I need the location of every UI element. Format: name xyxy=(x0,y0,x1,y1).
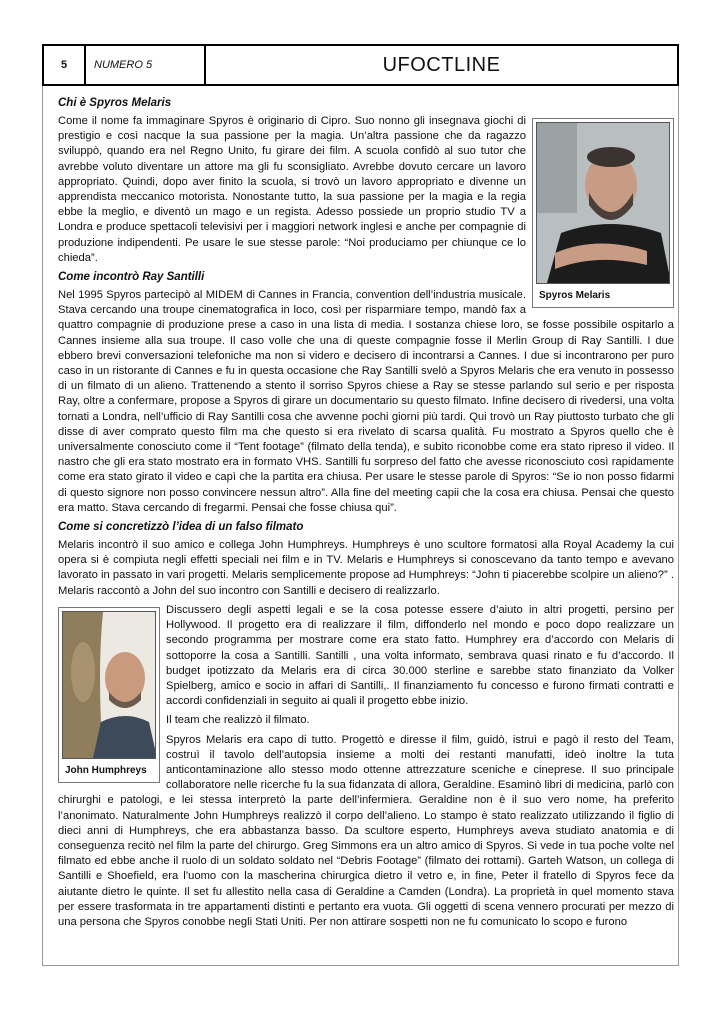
issue-number: NUMERO 5 xyxy=(86,46,206,84)
section-heading-fake-film: Come si concretizzò l’idea di un falso filmato xyxy=(58,521,304,534)
paragraph-team-intro: Il team che realizzò il filmato. xyxy=(166,714,310,727)
paragraph-legal-aspects: Discussero degli aspetti legali e se la cosa potesse essere d’aiuto in altri progetti, persino per Hollywood. Il progetto era di realizzare il film, diffonderlo nel mondo e poco dopo realizzare un secondo programma per mostrare come era stato fatto. Humphrey era d’accordo con Melaris di sottoporre la cosa a Santilli. Santilli , una volta informato, sembrava quasi rinato e fu d’accordo. Il budget ipotizzato da Melaris era di circa 30.000 sterline e sarebbe stato finanziato da Volker Spielberg, amico e socio in affari di Santilli,. Il finanziamento fu concesso e furono firmati contratti e accordi confidenziali in seguito ai quali il progetto ebbe inizio. xyxy=(166,603,674,708)
portrait-image xyxy=(536,122,670,284)
publication-title: UFOCTLINE xyxy=(382,53,501,76)
portrait-image xyxy=(62,611,156,759)
article-body xyxy=(58,94,674,934)
paragraph-santilli-meeting: Nel 1995 Spyros partecipò al MIDEM di Cannes in Francia, convention dell’industria musicale. Stava cercando una troupe cinematografica in loco, così per risparmiare tempo, mandò fax a quattro compagnie di produzione prese a caso in una lista di media. I sostanza chiese loro, se fosse possibile ospitarlo a Cannes insieme alla sua troupe. Il caso volle che una di queste compagnie fosse il Merlin Group di Ray Santilli. I due ebbero brevi conversazioni telefoniche ma non si videro e decisero di incontrarsi a Cannes. I due si incontrarono per puro caso in un ristorante di Cannes e fu in questa occasione che Ray Santilli svelò a Spyros Melaris che era venuto in possesso di un filmato di un alieno. Trattenendo a stento il sorriso Spyros chiese a Ray se stesse parlando sul serio e per risposta Ray, oltre a confermare, propose a Spyros di girare un documentario su questo filmato. Infine decisero di rivedersi, una volta tornati a Londra, nell’ufficio di Ray Santilli cosa che avvenne pochi giorni più tardi. Qui trovò un Ray piuttosto turbato che gli disse di aver comprato questo film ma che questo si era rivelato di scarsa qualità. Fu mostrato a Spyros quello che è universalmente conosciuto come il “Tent footage” (filmato della tenda), e subito riconobbe come era stato ripreso il video. Il nastro che gli era stato mostrato era in formato VHS. Santilli fu sorpreso del fatto che avesse riconosciuto così rapidamente come era stato girato il video e capì che la partita era chiusa. Per usare le stesse parole di Spyros: “Se io non posso fidarmi di questo signore non posso convincere nessun altro”. Alla fine del meeting capii che la cosa era chiusa. Pensai che questo era matto. Stava cercando di fregarmi. Pensai che fosse chiusa qui”. xyxy=(58,289,674,514)
paragraph-team-details: Spyros Melaris era capo di tutto. Progettò e diresse il film, guidò, istruì e pagò il resto del Team, costruì il tavolo dell’autopsia insieme a molti dei restanti manufatti, ideò inoltre la tuta anticontaminazione allo stesso modo ottenne attrezzature sceniche e cineprese. Il suo principale collaboratore nelle ricerche fu la sua fidanzata di allora, Geraldine. Esaminò libri di medicina, parlò con chirurghi e patologi, e lei stessa interpretò la parte dell’infermiera. Geraldine non è il suo vero nome, ha preferito l’anonimato. Naturalmente John Humphreys realizzò il corpo dell’alieno. Lo stampo è stato realizzato utilizzando il figlio di dieci anni di Humphreys, che era abbastanza basso. Da scultore esperto, Humphreys aveva studiato anatomia e di conseguenza recitò nel film la parte del chirurgo. Greg Simmons era un altro amico di Spyros. Si vede in tua poche volte nel filmato ed ebbe anche il ruolo di un soldato soldato nel “Debris Footage” (filmato dei rottami). Garteh Watson, un collega di Santilli e Shoefield, era l’uomo con la mascherina chirurgica dietro il vetro e, in fine, Peter il fratello di Spyros fece da aiutante dietro le quinte. Il set fu allestito nella casa di Geraldine a Camden (Londra). La proprietà in quel momento stava per essere trasformata in tre appartamenti distinti e pertanto era vuota. Gli oggetti di scena vennero procurati per mezzo di una persona che Spyros conobbe negli Stati Uniti. Per non attirare sospetti non ne fu comunicato lo scopo e furono xyxy=(58,733,674,928)
page-number: 5 xyxy=(44,46,86,84)
paragraph-spyros-bio: Come il nome fa immaginare Spyros è originario di Cipro. Suo nonno gli insegnava giochi di prestigio e così nacque la sua passione per la magia. Un’altra passione che da ragazzo sviluppò, quando era nel Regno Unito, fu girare dei film. A scuola confidò al suo tutor che avrebbe voluto diventare un attore ma gli fu sconsigliato. Avrebbe dovuto cercare un lavoro appropriato. Quindi, dopo aver finito la scuola, si trovò un lavoro appropriato e divenne un apprendista meccanico motorista. Nonostante tutto, la sua passione per la magia e la regia ebbe la meglio, e diventò un mago e un regista. Adesso possiede un proprio studio TV a Londra e produce spettacoli televisivi per i maggiori network inglesi e anche per compagnie di produzione indipendenti. Pe usare le sue stesse parole: “Noi produciamo per chiunque ce lo chieda”. xyxy=(58,115,526,264)
section-heading-santilli: Come incontrò Ray Santilli xyxy=(58,271,205,284)
paragraph-humphreys-intro: Melaris incontrò il suo amico e collega John Humphreys. Humphreys è uno scultore formatosi alla Royal Academy la cui opera si è compiuta negli effetti speciali nei film e in TV. Melaris e Humphreys si conoscevano da tanto tempo e avevano lavorato in passato in vari progetti. Melaris semplicemente propose ad Humphreys: “John ti piacerebbe scolpire un alieno?” . Melaris raccontò a John del suo incontro con Santilli e decisero di realizzarlo. xyxy=(58,539,674,597)
photo-spyros-melaris xyxy=(532,118,674,308)
photo-caption: John Humphreys xyxy=(65,764,147,776)
section-heading-spyros: Chi è Spyros Melaris xyxy=(58,97,172,109)
page-header xyxy=(42,44,679,86)
photo-john-humphreys xyxy=(58,607,160,783)
portrait-spyros-illustration xyxy=(537,123,670,283)
portrait-humphreys-illustration xyxy=(63,612,156,758)
photo-caption: Spyros Melaris xyxy=(539,290,611,301)
